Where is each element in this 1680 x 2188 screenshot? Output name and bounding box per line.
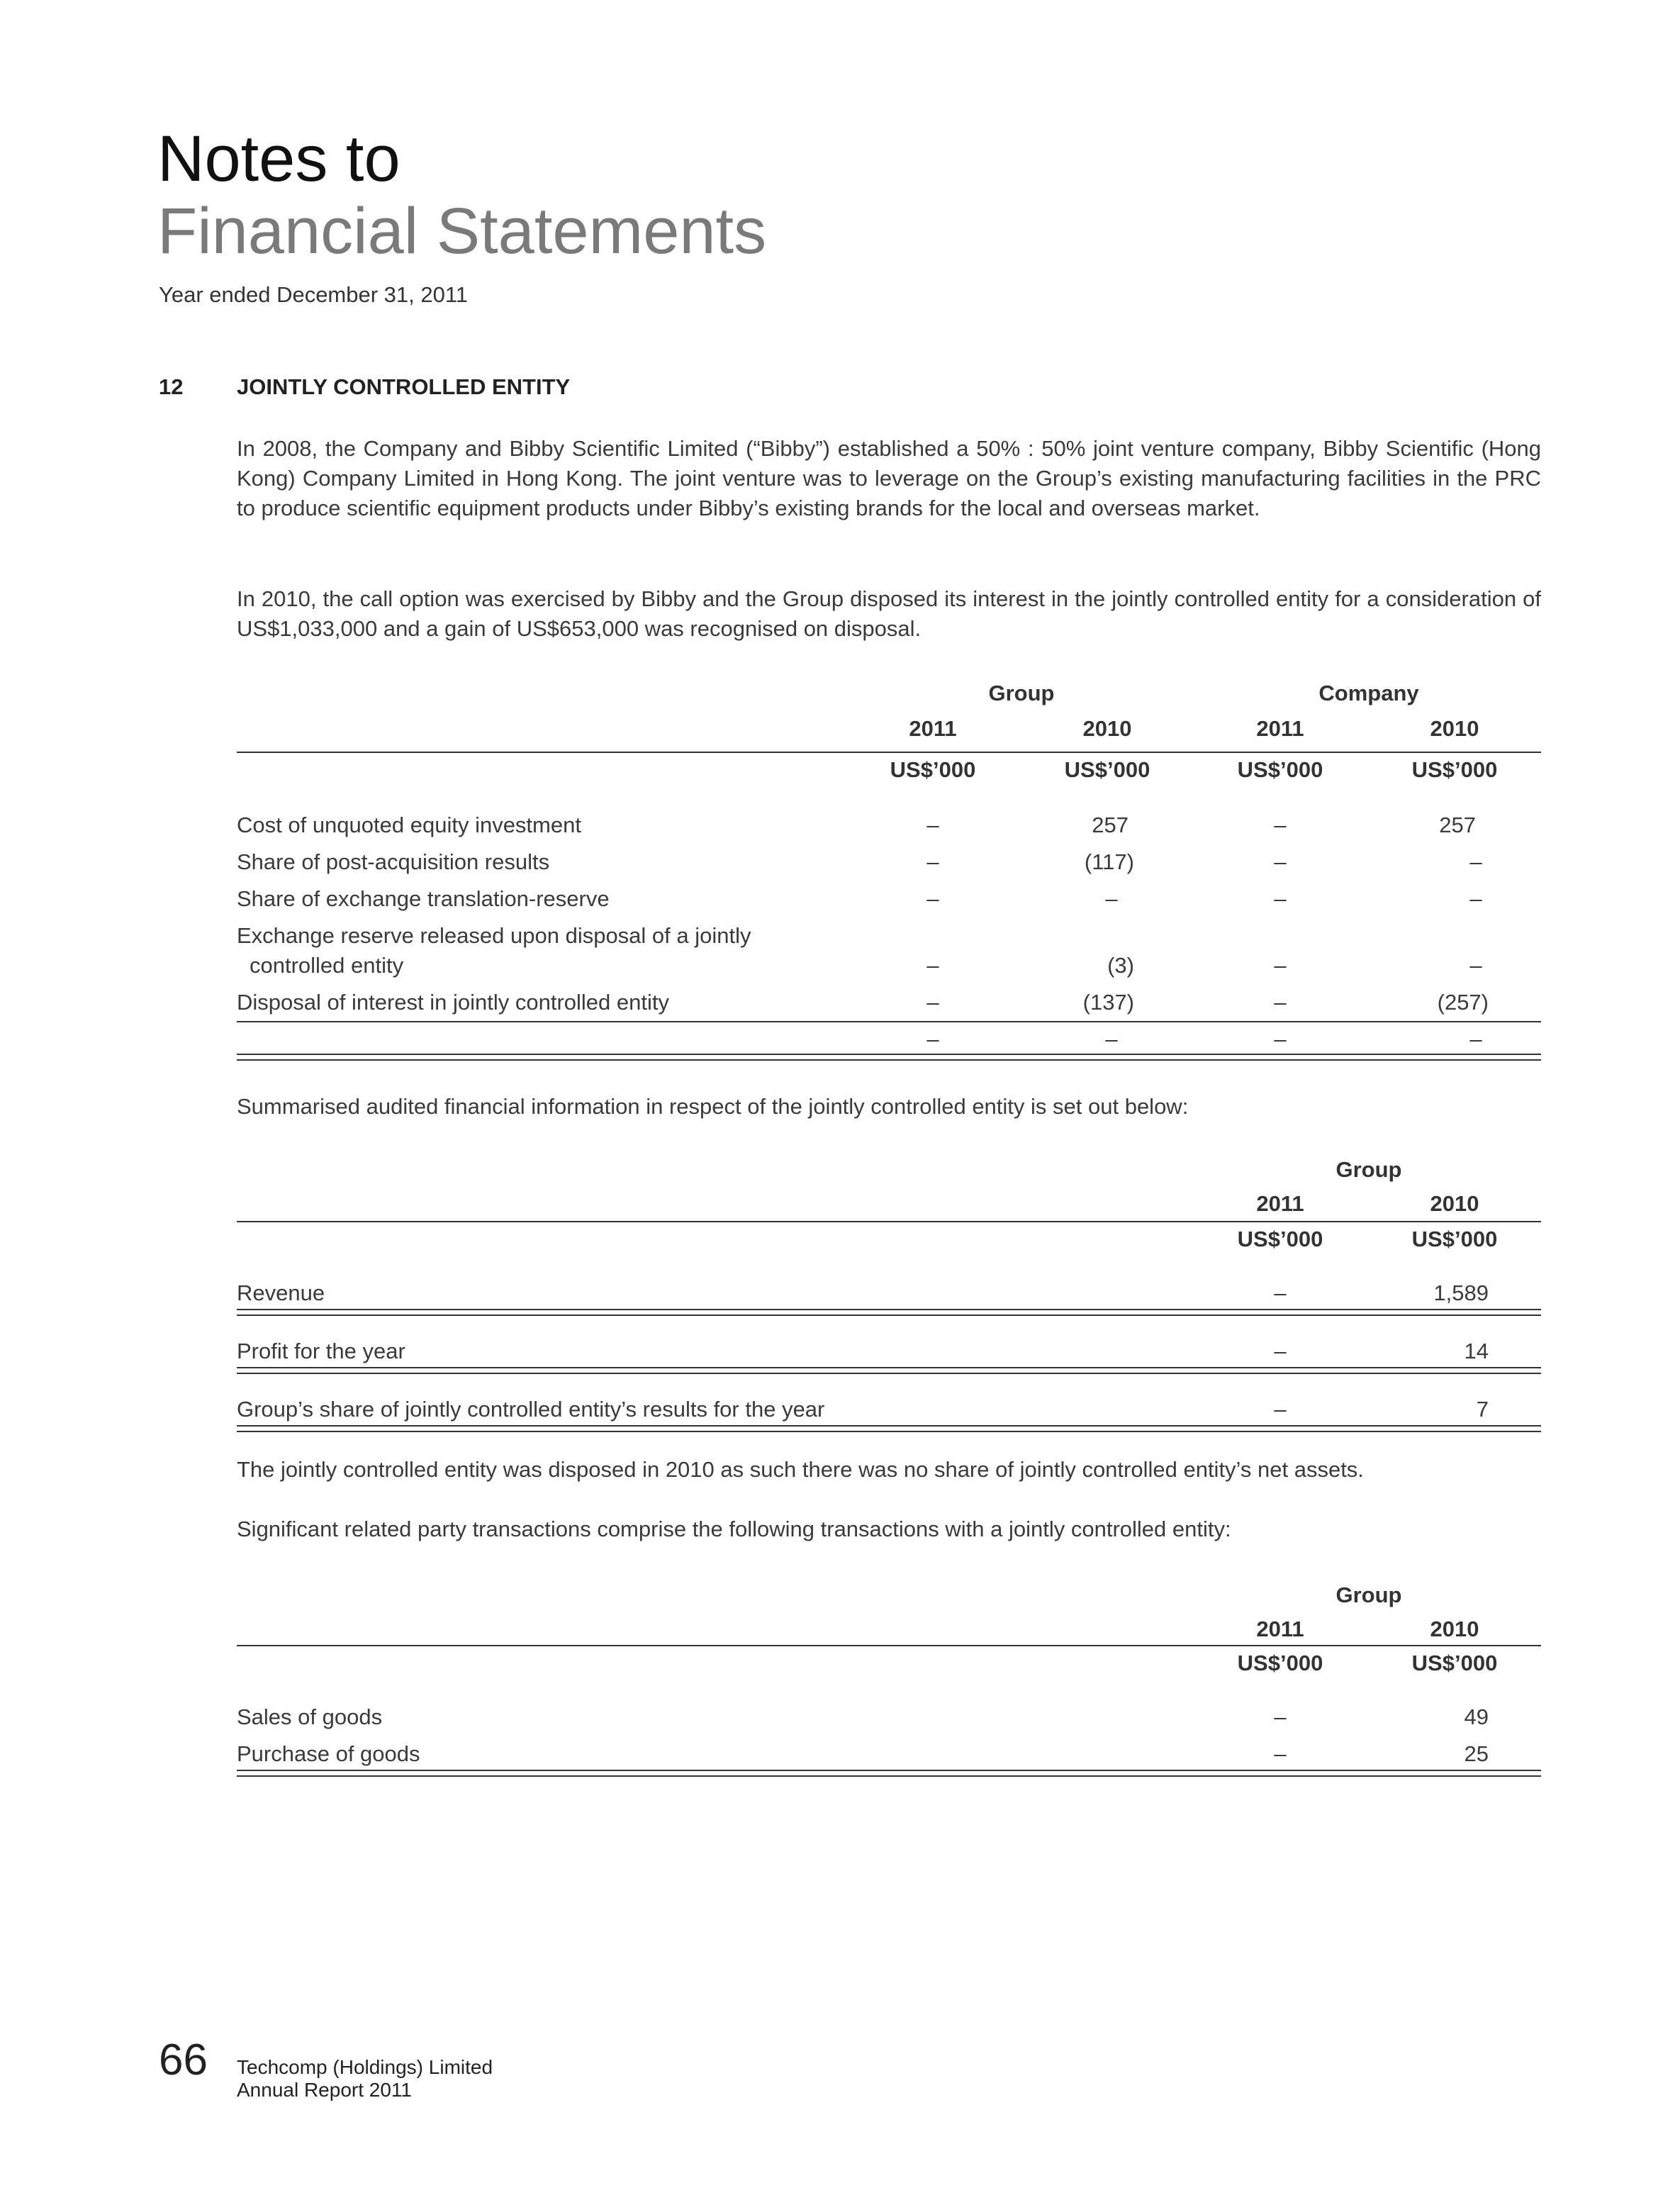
table3-row-label: Purchase of goods xyxy=(237,1741,420,1766)
table1-group-header: Group xyxy=(988,681,1055,705)
footer-company: Techcomp (Holdings) Limited xyxy=(237,2056,493,2078)
section-number: 12 xyxy=(159,374,184,399)
table1-cell: – xyxy=(1274,813,1287,837)
table1-row-label: Share of post-acquisition results xyxy=(237,849,550,874)
section-title: JOINTLY CONTROLLED ENTITY xyxy=(237,374,571,399)
table1-cell: – xyxy=(926,886,939,911)
table1-cell: – xyxy=(1274,990,1287,1015)
table1-cell: (3) xyxy=(1107,953,1134,978)
table1-year-header: 2011 xyxy=(1256,716,1304,741)
paragraph-summarised-info: Summarised audited financial information in respect of the jointly controlled entity is set out below: xyxy=(237,1094,1189,1119)
table3-cell: – xyxy=(1274,1704,1287,1729)
table1-header-rule xyxy=(237,752,1541,753)
table1-year-header: 2010 xyxy=(1430,716,1479,741)
table1-cell: (117) xyxy=(1084,849,1134,874)
table1-cell: – xyxy=(926,813,939,837)
table1-cell: – xyxy=(1469,886,1482,911)
table2-year-header: 2010 xyxy=(1430,1191,1479,1216)
table1-total-cell: – xyxy=(1469,1027,1482,1051)
table1-total-rule-top xyxy=(237,1054,1541,1055)
table3-unit-header: US$’000 xyxy=(1411,1651,1498,1675)
table3-cell: 49 xyxy=(1464,1704,1489,1729)
table1-cell: – xyxy=(1274,849,1287,874)
table1-cell: – xyxy=(1469,953,1482,978)
table2-row-label: Group’s share of jointly controlled entity’s results for the year xyxy=(237,1397,825,1422)
table3-total-rule-top xyxy=(237,1770,1541,1771)
page-subtitle: Year ended December 31, 2011 xyxy=(159,282,469,307)
table1-subtotal-rule xyxy=(237,1021,1541,1022)
table1-cell: (137) xyxy=(1082,990,1134,1015)
table1-cell: – xyxy=(1274,953,1287,978)
table3-unit-header: US$’000 xyxy=(1237,1651,1323,1675)
table1-row-label: Exchange reserve released upon disposal of a jointly xyxy=(237,923,751,948)
table1-company-header: Company xyxy=(1318,681,1419,705)
paragraph-joint-venture: In 2008, the Company and Bibby Scientific Limited (“Bibby”) established a 50% : 50% joint venture company, Bibby Scientific (Hong Kong) Company Limited in Hong Kong. The joint venture was to leverage on the Group’s existing manufacturing facilities in the PRC to produce scientific equipment products under Bibby’s existing brands for the local and overseas market. xyxy=(237,436,1541,520)
table1-cell: – xyxy=(1469,849,1482,874)
table1-unit-header: US$’000 xyxy=(890,757,976,782)
table3-year-header: 2011 xyxy=(1256,1617,1304,1641)
table1-unit-header: US$’000 xyxy=(1411,757,1498,782)
table3-row-label: Sales of goods xyxy=(237,1704,383,1729)
table2-row-rule xyxy=(237,1425,1541,1427)
table2-row-rule xyxy=(237,1373,1541,1374)
table1-cell: – xyxy=(1274,886,1287,911)
table3-year-header: 2010 xyxy=(1430,1617,1479,1641)
paragraph-disposal-note: The jointly controlled entity was disposed in 2010 as such there was no share of jointly controlled entity’s net assets. xyxy=(237,1457,1364,1482)
paragraph-call-option: In 2010, the call option was exercised by Bibby and the Group disposed its interest in the jointly controlled entity for a consideration of US$1,033,000 and a gain of US$653,000 was recognised on disposal. xyxy=(237,586,1541,641)
table3-group-header: Group xyxy=(1335,1583,1402,1607)
table1-cell: – xyxy=(926,953,939,978)
table2-group-header: Group xyxy=(1335,1157,1402,1182)
table1-row-label: Cost of unquoted equity investment xyxy=(237,813,581,837)
table1-total-cell: – xyxy=(1105,1027,1118,1051)
page-title-line2: Financial Statements xyxy=(157,195,767,267)
table1-cell: – xyxy=(1105,886,1118,911)
table2-cell: 7 xyxy=(1476,1397,1489,1422)
table2-row-rule xyxy=(237,1315,1541,1316)
table1-cell: – xyxy=(926,849,939,874)
table2-cell: – xyxy=(1274,1280,1287,1305)
footer-report: Annual Report 2011 xyxy=(237,2079,412,2101)
table2-unit-header: US$’000 xyxy=(1237,1227,1323,1251)
table1-year-header: 2010 xyxy=(1082,716,1132,741)
table2-year-header: 2011 xyxy=(1256,1191,1304,1216)
table2-row-rule xyxy=(237,1309,1541,1310)
table2-row-label: Revenue xyxy=(237,1280,325,1305)
table1-row-label: Disposal of interest in jointly controlled entity xyxy=(237,990,669,1015)
table1-total-cell: – xyxy=(926,1027,939,1051)
table2-row-rule xyxy=(237,1431,1541,1432)
table3-cell: 25 xyxy=(1464,1741,1489,1766)
table2-cell: – xyxy=(1274,1339,1287,1363)
page-number: 66 xyxy=(159,2036,208,2084)
table2-row-rule xyxy=(237,1367,1541,1368)
table1-total-rule-bottom xyxy=(237,1059,1541,1061)
table1-row-label-continued: controlled entity xyxy=(250,953,404,978)
table1-cell: – xyxy=(926,990,939,1015)
table1-cell: 257 xyxy=(1439,813,1476,837)
table1-cell: (257) xyxy=(1437,990,1489,1015)
table1-total-cell: – xyxy=(1274,1027,1287,1051)
table2-row-label: Profit for the year xyxy=(237,1339,405,1363)
table3-total-rule-bottom xyxy=(237,1775,1541,1777)
table1-row-label: Share of exchange translation-reserve xyxy=(237,886,610,911)
page-title-line1: Notes to xyxy=(157,123,401,195)
table2-cell: 14 xyxy=(1464,1339,1489,1363)
table1-cell: 257 xyxy=(1092,813,1129,837)
table2-unit-header: US$’000 xyxy=(1411,1227,1498,1251)
table2-cell: – xyxy=(1274,1397,1287,1422)
table3-cell: – xyxy=(1274,1741,1287,1766)
table2-header-rule xyxy=(237,1221,1541,1222)
table2-cell: 1,589 xyxy=(1433,1280,1489,1305)
table1-unit-header: US$’000 xyxy=(1237,757,1323,782)
table3-header-rule xyxy=(237,1645,1541,1646)
table1-unit-header: US$’000 xyxy=(1064,757,1150,782)
table1-year-header: 2011 xyxy=(909,716,957,741)
paragraph-related-party: Significant related party transactions comprise the following transactions with a jointly controlled entity: xyxy=(237,1517,1231,1541)
